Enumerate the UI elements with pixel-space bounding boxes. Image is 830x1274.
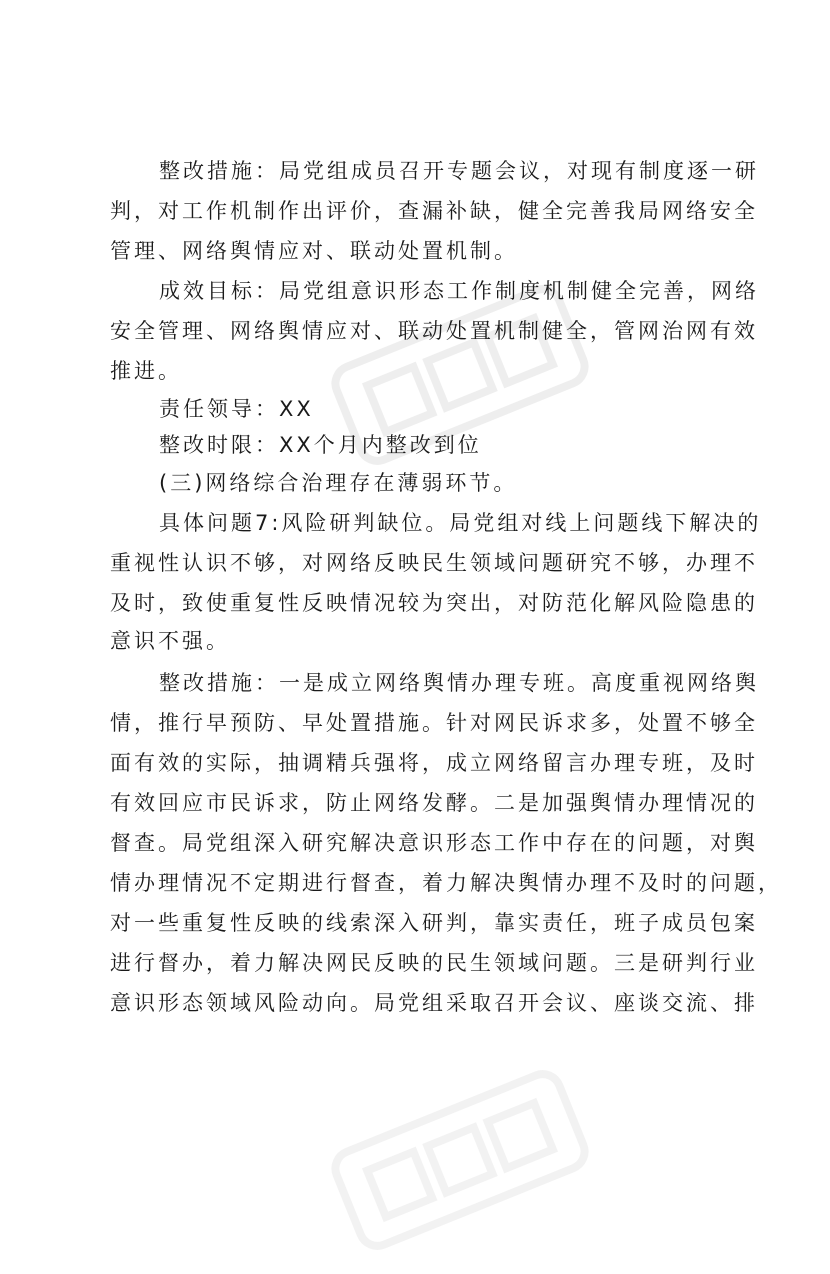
text-line: 成效目标：局党组意识形态工作制度机制健全完善，网络 xyxy=(159,279,759,303)
text-line: 整改时限：XX个月内整改到位 xyxy=(159,433,482,457)
text-line: 对一些重复性反映的线索深入研判，靠实责任，班子成员包案 xyxy=(110,911,758,935)
text-line: 意识形态领域风险动向。局党组采取召开会议、座谈交流、排 xyxy=(110,991,758,1015)
text-line: 督查。局党组深入研究解决意识形态工作中存在的问题，对舆 xyxy=(110,831,758,855)
text-line: 情办理情况不定期进行督查，着力解决舆情办理不及时的问题， xyxy=(110,871,782,895)
section-heading: (三)网络综合治理存在薄弱环节。 xyxy=(159,471,518,495)
text-line: 整改措施：局党组成员召开专题会议，对现有制度逐一研 xyxy=(159,159,759,183)
text-line: 及时，致使重复性反映情况较为突出，对防范化解风险隐患的 xyxy=(110,591,758,615)
text-line: 有效回应市民诉求，防止网络发酵。二是加强舆情办理情况的 xyxy=(110,791,758,815)
text-line: 管理、网络舆情应对、联动处置机制。 xyxy=(110,239,518,263)
text-line: 判，对工作机制作出评价，查漏补缺，健全完善我局网络安全 xyxy=(110,199,758,223)
text-line: 重视性认识不够，对网络反映民生领域问题研究不够，办理不 xyxy=(110,551,758,575)
text-line: 意识不强。 xyxy=(110,629,230,653)
text-line: 情，推行早预防、早处置措施。针对网民诉求多，处置不够全 xyxy=(110,711,758,735)
text-line: 进行督办，着力解决网民反映的民生领域问题。三是研判行业 xyxy=(110,951,758,975)
watermark-logo-bottom xyxy=(313,1046,607,1273)
text-line: 整改措施：一是成立网络舆情办理专班。高度重视网络舆 xyxy=(159,671,759,695)
text-line: 安全管理、网络舆情应对、联动处置机制健全，管网治网有效 xyxy=(110,319,758,343)
text-line: 推进。 xyxy=(110,359,182,383)
text-line: 面有效的实际，抽调精兵强将，成立网络留言办理专班，及时 xyxy=(110,751,758,775)
text-line: 具体问题7:风险研判缺位。局党组对线上问题线下解决的 xyxy=(159,511,762,535)
text-line: 责任领导：XX xyxy=(159,397,314,421)
